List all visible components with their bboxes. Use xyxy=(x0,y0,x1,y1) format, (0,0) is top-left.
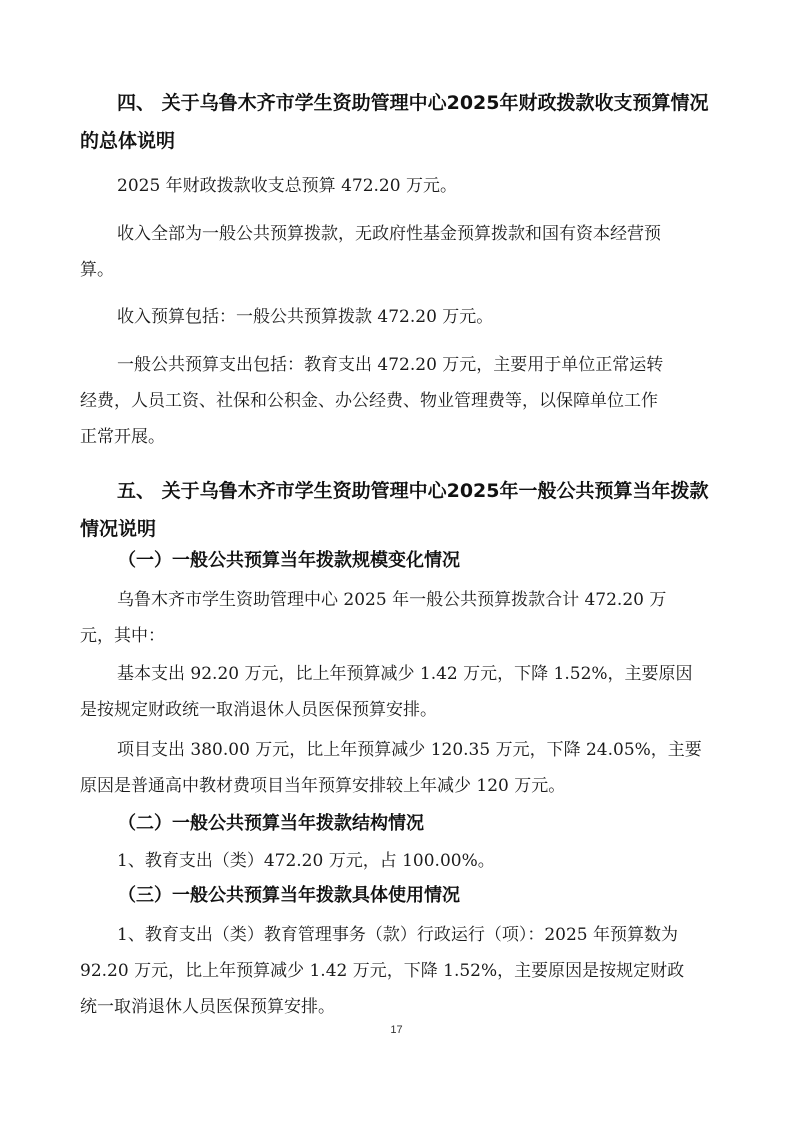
paragraph-line: 原因是普通高中教材费项目当年预算安排较上年减少 120 万元。 xyxy=(80,776,566,796)
section-5-heading xyxy=(80,472,712,548)
page-number: 17 xyxy=(390,1024,403,1036)
paragraph-total-budget xyxy=(80,168,712,204)
paragraph-line: 算。 xyxy=(80,260,114,280)
section-4-heading xyxy=(80,84,712,160)
paragraph-line: 1、教育支出（类）472.20 万元，占 100.00%。 xyxy=(117,851,495,871)
paragraph-line: 乌鲁木齐市学生资助管理中心 2025 年一般公共预算拨款合计 472.20 万 xyxy=(117,590,667,610)
paragraph-structure xyxy=(80,843,712,879)
paragraph-line: 经费，人员工资、社保和公积金、办公经费、物业管理费等，以保障单位工作 xyxy=(80,391,658,411)
paragraph-line: 收入全部为一般公共预算拨款，无政府性基金预算拨款和国有资本经营预 xyxy=(117,224,661,244)
paragraph-project-expenditure xyxy=(80,732,712,804)
paragraph-line: 统一取消退休人员医保预算安排。 xyxy=(80,997,335,1017)
paragraph-total-appropriation xyxy=(80,582,712,654)
section-5-heading-line-2: 情况说明 xyxy=(80,518,157,540)
paragraph-line: 一般公共预算支出包括：教育支出 472.20 万元，主要用于单位正常运转 xyxy=(117,355,664,375)
paragraph-expenditure xyxy=(80,347,712,455)
paragraph-usage xyxy=(80,917,712,1025)
paragraph-line: 基本支出 92.20 万元，比上年预算减少 1.42 万元，下降 1.52%，主要原因 xyxy=(117,664,693,684)
subheading-structure: （二）一般公共预算当年拨款结构情况 xyxy=(118,813,424,834)
subheading-scale-change: （一）一般公共预算当年拨款规模变化情况 xyxy=(118,550,460,571)
paragraph-basic-expenditure xyxy=(80,656,712,728)
paragraph-income-budget xyxy=(80,299,712,335)
paragraph-line: 2025 年财政拨款收支总预算 472.20 万元。 xyxy=(117,176,457,196)
paragraph-line: 元，其中： xyxy=(80,626,165,646)
paragraph-income-composition xyxy=(80,216,712,288)
section-4-heading-line-1: 四、 关于乌鲁木齐市学生资助管理中心2025年财政拨款收支预算情况 xyxy=(117,92,709,114)
paragraph-line: 92.20 万元，比上年预算减少 1.42 万元，下降 1.52%，主要原因是按规定财政 xyxy=(80,961,685,981)
section-5-heading-line-1: 五、 关于乌鲁木齐市学生资助管理中心2025年一般公共预算当年拨款 xyxy=(117,480,709,502)
section-4-heading-line-2: 的总体说明 xyxy=(80,130,176,152)
paragraph-line: 收入预算包括：一般公共预算拨款 472.20 万元。 xyxy=(117,307,494,327)
subheading-usage: （三）一般公共预算当年拨款具体使用情况 xyxy=(118,885,460,906)
paragraph-line: 正常开展。 xyxy=(80,427,165,447)
paragraph-line: 是按规定财政统一取消退休人员医保预算安排。 xyxy=(80,700,437,720)
paragraph-line: 项目支出 380.00 万元，比上年预算减少 120.35 万元，下降 24.05%，主要 xyxy=(117,740,702,760)
paragraph-line: 1、教育支出（类）教育管理事务（款）行政运行（项）：2025 年预算数为 xyxy=(117,925,678,945)
